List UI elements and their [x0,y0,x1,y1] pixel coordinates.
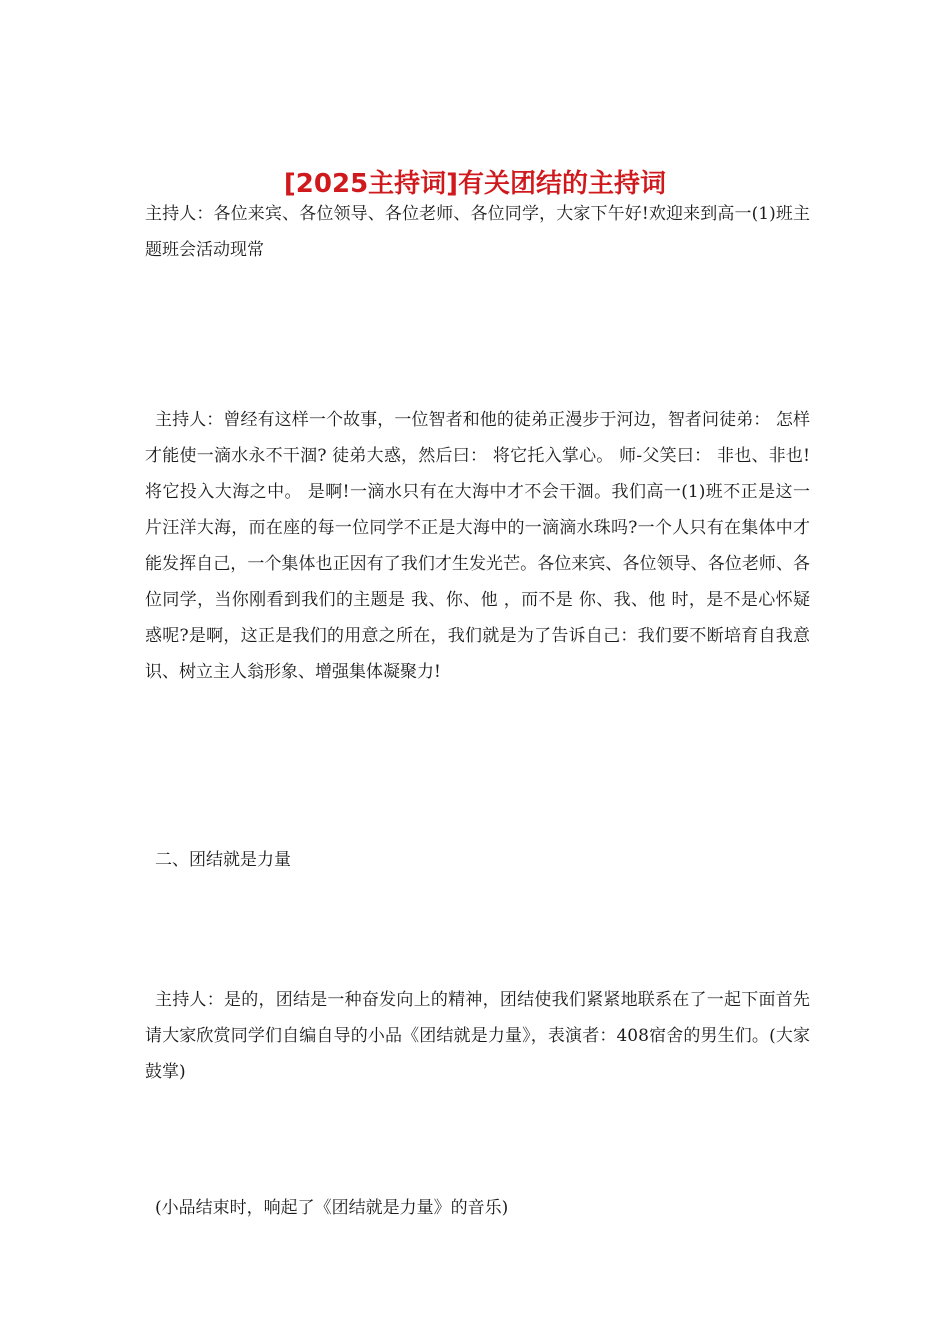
paragraph-welcome: 主持人：各位来宾、各位领导、各位老师、各位同学，大家下午好!欢迎来到高一(1)班主题班会活动现常 [145,204,810,260]
paragraph-story: 主持人：曾经有这样一个故事，一位智者和他的徒弟正漫步于河边，智者问徒弟： 怎样才能使一滴水永不干涸? 徒弟大惑，然后曰： 将它托入掌心。 师-父笑曰： 非也、非也!将它投入大海之中。 是啊!一滴水只有在大海中才不会干涸。我们高一(1)班不正是这一片汪洋大海，而在座的每一位同学不正是大海中的一滴滴水珠吗?一个人只有在集体中才能发挥自己，一个集体也正因有了我们才生发光芒。各位来宾、各位领导、各位老师、各位同学，当你刚看到我们的主题是 我、你、他 ，而不是 你、我、他 时，是不是心怀疑惑呢?是啊，这正是我们的用意之所在，我们就是为了告诉自己：我们要不断培育自我意识、树立主人翁形象、增强集体凝聚力! [145,410,810,682]
paragraph-stage-note: (小品结束时，响起了《团结就是力量》的音乐) [155,1198,509,1218]
section-heading-unity: 二、团结就是力量 [155,850,291,870]
document-title: [2025主持词]有关团结的主持词 [283,169,667,200]
paragraph-skit-intro: 主持人：是的，团结是一种奋发向上的精神，团结使我们紧紧地联系在了一起下面首先请大家欣赏同学们自编自导的小品《团结就是力量》，表演者：408宿舍的男生们。(大家鼓掌) [145,990,810,1082]
